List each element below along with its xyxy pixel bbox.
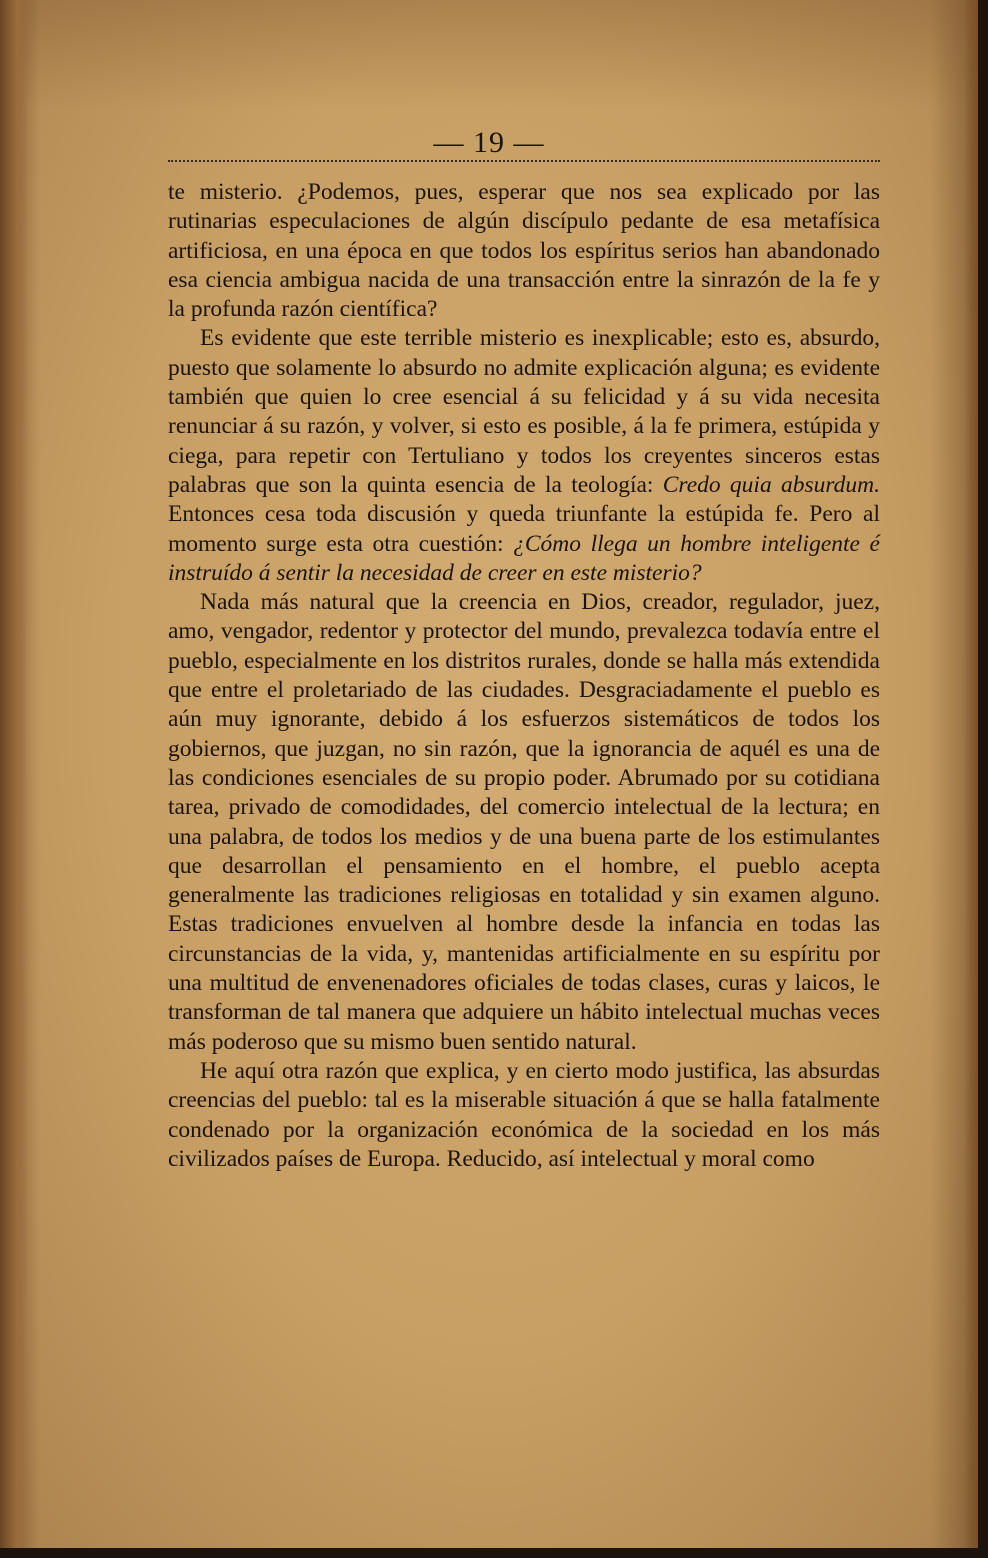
paragraph-text: Nada más natural que la creencia en Dios, creador, regulador, juez, amo, vengador, redentor y protector del mundo, prevalezca todavía entre el pueblo, especialmente en los distritos rurales, donde se halla más extendida que entre el proletariado de las ciudades. Desgraciadamente el pueblo es aún muy ignorante, debido á los esfuerzos sistemáticos de todos los gobiernos, que juzgan, no sin razón, que la ignorancia de aquél es una de las condiciones esenciales de su propio poder. Abrumado por su cotidiana tarea, privado de comodidades, del comercio intelectual de la lectura; en una palabra, de todos los medios y de una buena parte de los estimulantes que desarrollan el pensamiento en el hombre, el pueblo acepta generalmente las tradiciones religiosas en totalidad y sin examen alguno. Estas tradiciones envuelven al hombre desde la infancia en todas las circunstancias de la vida, y, mantenidas artificialmente en su espíritu por una multitud de envenenadores oficiales de todas clases, curas y laicos, le transforman de tal manera que adquiere un hábito intelectual muchas veces más poderoso que su mismo buen sentido natural. [168,589,880,1055]
body-text [168,178,880,1174]
paragraph-text: He aquí otra razón que explica, y en cierto modo justifica, las absurdas creencias del pueblo: tal es la miserable situación á que se halla fatalmente condenado por la organización económica de la sociedad en los más civilizados países de Europa. Reducido, así intelectual y moral como [168,1057,880,1172]
binding-edge [0,0,28,1548]
italic-text: Credo quia absurdum. [662,471,881,498]
paragraph-text: Es evidente que este terrible misterio es inexplicable; esto es, absurdo, puesto que solamente lo absurdo no admite explicación alguna; es evidente también que quien lo cree esencial á su felicidad y á su vida necesita renunciar á su razón, y volver, si esto es posible, á la fe primera, estúpida y ciega, para repetir con Tertuliano y todos los creyentes sinceros estas palabras que son la quinta esencia de la teología: [168,325,880,498]
page-edge [964,0,978,1548]
paragraph [168,588,880,1057]
paragraph [168,178,880,324]
paragraph-text: Entonces cesa toda discusión y queda triunfante la estúpida fe. Pero al momento surge esta otra cuestión: [168,501,880,557]
paragraph [168,1057,880,1174]
paper-stain [0,0,978,110]
header-rule [168,160,880,162]
paragraph-text: te misterio. ¿Podemos, pues, esperar que nos sea explicado por las rutinarias especulaciones de algún discípulo pedante de esa metafísica artificiosa, en una época en que todos los espíritus serios han abandonado esa ciencia ambigua nacida de una transacción entre la sinrazón de la fe y la profunda razón científica? [168,179,880,323]
paragraph [168,324,880,588]
italic-text: ¿Cómo llega un hombre inteligente é instruído á sentir la necesidad de creer en este misterio? [168,530,880,586]
page-number: — 19 — [433,126,545,159]
